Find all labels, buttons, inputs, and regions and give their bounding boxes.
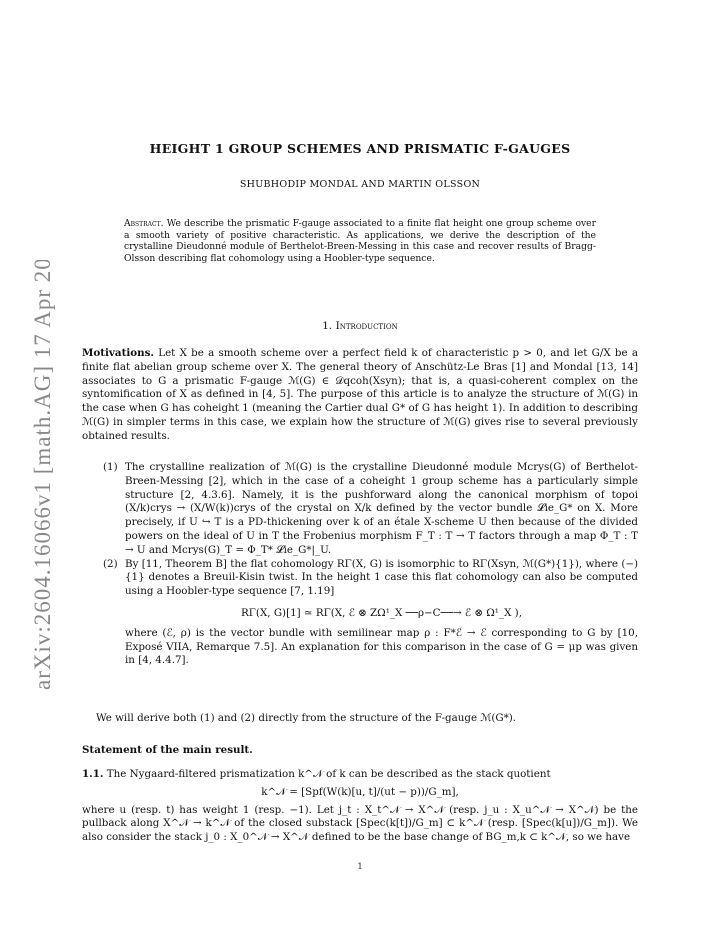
arxiv-stamp-text: arXiv:2604.16066v1 [math.AG] 17 Apr 2026 [30,260,55,690]
list-item-number: (1) [103,461,118,473]
hoobler-equation: RΓ(X, G)[1] ≃ RΓ(X, ℰ ⊗ ZΩ¹_X ──ρ−C──→ ℰ ⊗ Ω¹_X ), [241,606,522,619]
paragraph-1-1 [82,768,638,845]
abstract-label: Abstract. [124,218,164,229]
paper-authors: SHUBHODIP MONDAL AND MARTIN OLSSON [239,179,481,190]
list-item-number: (2) [103,557,118,570]
prismatization-equation: k^𝒩 = [Spf(W(k)[u, t]/(ut − p))/G_m], [261,785,459,798]
motivations-label: Motivations. [82,347,154,359]
paper-title: HEIGHT 1 GROUP SCHEMES AND PRISMATIC F-GAUGES [149,141,571,156]
list-item-text: The crystalline realization of ℳ(G) is the crystalline Dieudonné module Mcrys(G) of Berthelot-Breen-Messing [2], which in the case of a coheight 1 group scheme has a particularly simple structure [2, 4.3.6]. Namely, it is the pushforward along the canonical morphism of topoi (X/k)crys → (X/W(k))crys of the crystal on X/k defined by the vector bundle 𝓛ie_G* on X. More precisely, if U ↪ T is a PD-thickening over k of an étale X-scheme U then because of the divided powers on the ideal of U in T the Frobenius morphism F_T : T → T factors through a map Φ_T : T → U and Mcrys(G)_T = Φ_T* 𝓛ie_G*|_U. [125,461,638,556]
results-list [103,461,638,668]
statement-heading: Statement of the main result. [82,744,253,756]
paragraph-1-1-label: 1.1. [82,768,104,780]
paragraph-1-1-after-text: where u (resp. t) has weight 1 (resp. −1). Let j_t : X_t^𝒩 → X^𝒩 (resp. j_u : X_u^𝒩 → X^𝒩) be the pullback along X^𝒩 → k^𝒩 of the closed substack [Spec(k[t])/G_m] ⊂ k^𝒩 (resp. [Spec(k[u])/G_m]). We also consider the stack j_0 : X_0^𝒩 → X^𝒩 defined to be the base change of BG_m,k ⊂ k^𝒩, so we have [82,803,638,844]
list-item [103,558,638,669]
abstract-text: We describe the prismatic F-gauge associated to a finite flat height one group scheme over a smooth variety of positive characteristic. As applications, we derive the description of the crystalline Dieudonné module of Berthelot-Breen-Messing in this case and recover results of Bragg-Olsson describing flat cohomology using a Hoobler-type sequence. [124,218,597,264]
page-number: 1 [357,862,363,871]
list-item-after-text: where (ℰ, ρ) is the vector bundle with semilinear map ρ : F*ℰ → ℰ corresponding to G by [10, Exposé VIIA, Remarque 7.5]. An explanation for this comparison in the case of G = μp was given in [4, 4.4.7]. [125,626,638,667]
motivations-text: Let X be a smooth scheme over a perfect field k of characteristic p > 0, and let G/X be a finite flat abelian group scheme over X. The general theory of Anschütz-Le Bras [1] and Mondal [13, 14] associates to G a prismatic F-gauge ℳ(G) ∈ 𝒟qcoh(Xsyn); that is, a quasi-coherent complex on the syntomification of X as defined in [4, 5]. The purpose of this article is to analyze the structure of ℳ(G) in the case when G has coheight 1 (meaning the Cartier dual G* of G has height 1). In addition to describing ℳ(G) in simpler terms in this case, we explain how the structure of ℳ(G) gives rise to several previously obtained results. [82,347,638,442]
list-item-text: By [11, Theorem B] the flat cohomology RΓ(X, G) is isomorphic to RΓ(Xsyn, ℳ(G*){1}), where (−){1} denotes a Breuil-Kisin twist. In the height 1 case this flat cohomology can also be computed using a Hoobler-type sequence [7, 1.19] [125,557,638,598]
motivations-paragraph [82,347,638,444]
paragraph-1-1-text: The Nygaard-filtered prismatization k^𝒩 of k can be described as the stack quotient [106,768,551,780]
list-item [103,461,638,558]
section-heading-introduction: 1. Introduction [322,320,398,332]
abstract [124,218,596,264]
derive-sentence: We will derive both (1) and (2) directly from the structure of the F-gauge ℳ(G*). [96,712,517,724]
